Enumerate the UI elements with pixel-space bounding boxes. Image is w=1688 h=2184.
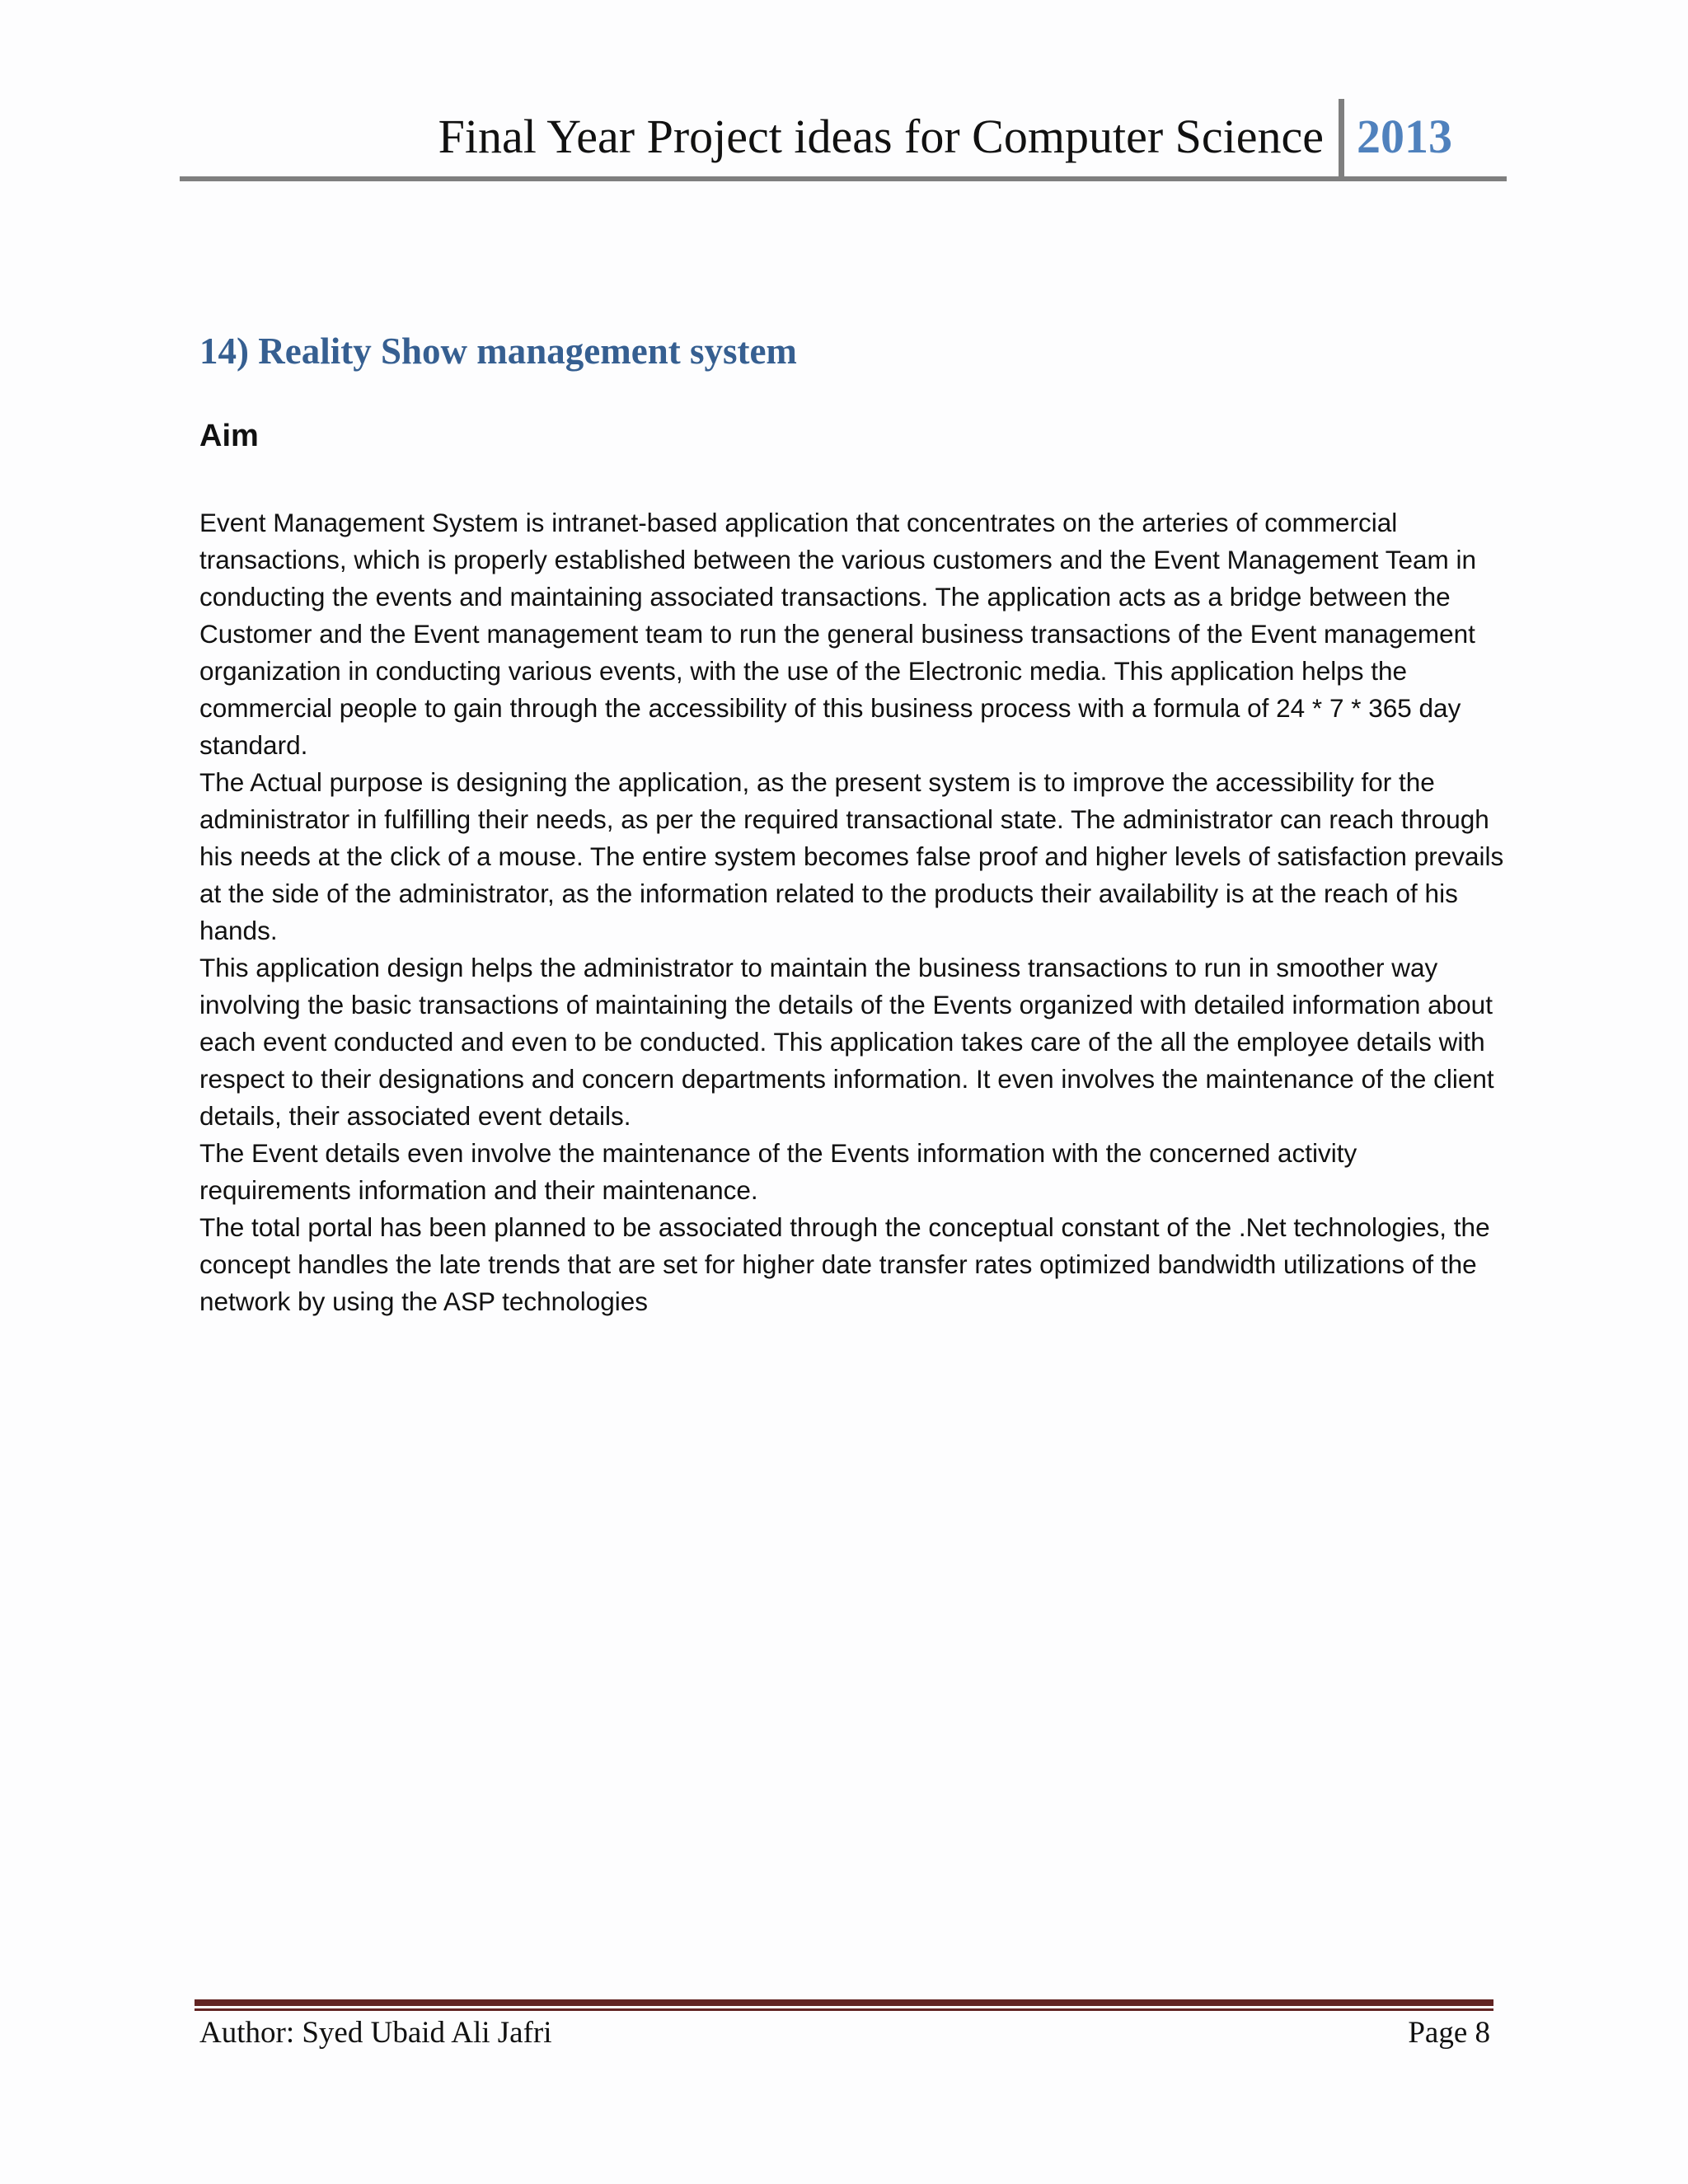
header-divider [1339, 99, 1344, 180]
header-rule [180, 176, 1507, 181]
main-content [199, 326, 1510, 1320]
body-text [199, 504, 1510, 1320]
paragraph: This application design helps the administrator to maintain the business transactions to run in smoother way involving the basic transactions of maintaining the details of the Events organized with detailed information about each event conducted and even to be conducted. This application takes care of the all the employee details with respect to their designations and concern departments information. It even involves the maintenance of the client details, their associated event details. [199, 953, 1494, 1131]
paragraph: Event Management System is intranet-based application that concentrates on the arteries of commercial transactions, which is properly established between the various customers and the Event Management Team in conducting the events and maintaining associated transactions. The application acts as a bridge between the Customer and the Event management team to run the general business transactions of the Event management organization in conducting various events, with the use of the Electronic media. This application helps the commercial people to gain through the accessibility of this business process with a formula of 24 * 7 * 365 day standard. [199, 508, 1477, 760]
footer-rule-thin [195, 2008, 1493, 2011]
section-heading: 14) Reality Show management system [199, 330, 797, 372]
header-title: Final Year Project ideas for Computer Science [438, 110, 1324, 163]
paragraph: The Actual purpose is designing the application, as the present system is to improve the accessibility for the administrator in fulfilling their needs, as per the required transactional state. The administrator can reach through his needs at the click of a mouse. The entire system becomes false proof and higher levels of satisfaction prevails at the side of the administrator, as the information related to the products their availability is at the reach of his hands. [199, 767, 1504, 945]
footer-author: Author: Syed Ubaid Ali Jafri [199, 2016, 552, 2050]
page-number: Page 8 [1408, 2016, 1490, 2050]
page-header [180, 97, 1507, 180]
aim-heading: Aim [199, 419, 259, 453]
paragraph: The Event details even involve the maintenance of the Events information with the concerned activity requirements information and their maintenance. [199, 1138, 1357, 1205]
footer-rule [195, 1999, 1493, 2006]
header-year: 2013 [1357, 110, 1452, 163]
paragraph: The total portal has been planned to be associated through the conceptual constant of the .Net technologies, the concept handles the late trends that are set for higher date transfer rates optimized bandwidth utilizations of the network by using the ASP technologies [199, 1212, 1490, 1316]
